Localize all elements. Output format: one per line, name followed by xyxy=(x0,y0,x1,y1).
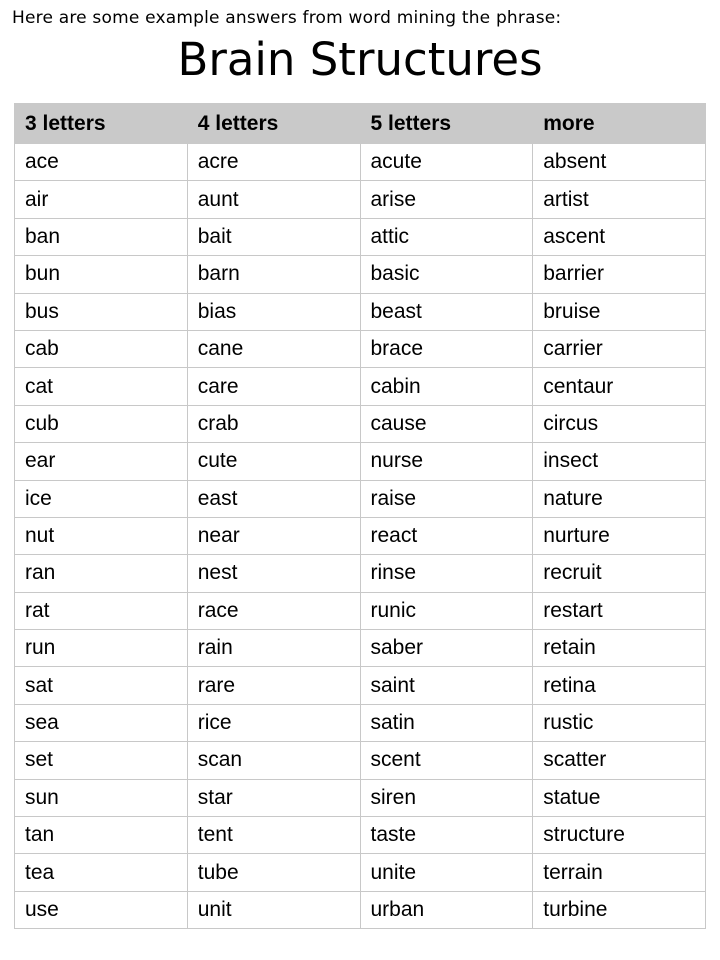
word-cell: terrain xyxy=(533,854,706,891)
table-row xyxy=(15,891,706,928)
word-cell: retina xyxy=(533,667,706,704)
word-cell: ace xyxy=(15,144,188,181)
column-header: 3 letters xyxy=(15,104,188,144)
word-cell: rustic xyxy=(533,704,706,741)
table-row xyxy=(15,704,706,741)
table-row xyxy=(15,181,706,218)
word-cell: react xyxy=(360,517,533,554)
word-cell: cane xyxy=(187,330,360,367)
word-cell: east xyxy=(187,480,360,517)
table-row xyxy=(15,517,706,554)
word-cell: centaur xyxy=(533,368,706,405)
word-cell: cab xyxy=(15,330,188,367)
word-cell: rat xyxy=(15,592,188,629)
word-cell: air xyxy=(15,181,188,218)
word-cell: insect xyxy=(533,443,706,480)
word-cell: carrier xyxy=(533,330,706,367)
table-row xyxy=(15,854,706,891)
word-cell: aunt xyxy=(187,181,360,218)
word-cell: beast xyxy=(360,293,533,330)
word-cell: tan xyxy=(15,817,188,854)
word-cell: bruise xyxy=(533,293,706,330)
word-cell: tube xyxy=(187,854,360,891)
word-cell: sea xyxy=(15,704,188,741)
word-cell: ran xyxy=(15,555,188,592)
word-cell: saber xyxy=(360,630,533,667)
word-cell: unit xyxy=(187,891,360,928)
word-cell: acute xyxy=(360,144,533,181)
word-cell: race xyxy=(187,592,360,629)
table-row xyxy=(15,742,706,779)
word-cell: bun xyxy=(15,256,188,293)
word-cell: siren xyxy=(360,779,533,816)
word-cell: cabin xyxy=(360,368,533,405)
word-cell: ban xyxy=(15,218,188,255)
word-cell: crab xyxy=(187,405,360,442)
word-cell: care xyxy=(187,368,360,405)
word-cell: nature xyxy=(533,480,706,517)
table-row xyxy=(15,592,706,629)
table-row xyxy=(15,256,706,293)
table-body xyxy=(15,144,706,929)
word-cell: ear xyxy=(15,443,188,480)
column-header: 5 letters xyxy=(360,104,533,144)
word-cell: rinse xyxy=(360,555,533,592)
word-cell: bias xyxy=(187,293,360,330)
word-cell: rice xyxy=(187,704,360,741)
column-header: more xyxy=(533,104,706,144)
word-cell: tent xyxy=(187,817,360,854)
column-header: 4 letters xyxy=(187,104,360,144)
word-cell: rare xyxy=(187,667,360,704)
table-row xyxy=(15,630,706,667)
word-cell: use xyxy=(15,891,188,928)
word-cell: absent xyxy=(533,144,706,181)
header-row xyxy=(15,104,706,144)
word-cell: cause xyxy=(360,405,533,442)
word-cell: basic xyxy=(360,256,533,293)
page-title: Brain Structures xyxy=(177,33,543,86)
word-cell: bus xyxy=(15,293,188,330)
word-cell: taste xyxy=(360,817,533,854)
table-row xyxy=(15,330,706,367)
word-cell: nut xyxy=(15,517,188,554)
word-cell: near xyxy=(187,517,360,554)
word-cell: scatter xyxy=(533,742,706,779)
word-cell: scan xyxy=(187,742,360,779)
word-cell: nurture xyxy=(533,517,706,554)
word-cell: ice xyxy=(15,480,188,517)
word-cell: runic xyxy=(360,592,533,629)
word-cell: satin xyxy=(360,704,533,741)
word-cell: recruit xyxy=(533,555,706,592)
word-cell: circus xyxy=(533,405,706,442)
table-row xyxy=(15,443,706,480)
word-cell: sat xyxy=(15,667,188,704)
word-cell: attic xyxy=(360,218,533,255)
word-cell: unite xyxy=(360,854,533,891)
word-cell: nurse xyxy=(360,443,533,480)
table-row xyxy=(15,218,706,255)
word-cell: ascent xyxy=(533,218,706,255)
word-cell: rain xyxy=(187,630,360,667)
table-row xyxy=(15,405,706,442)
word-cell: barrier xyxy=(533,256,706,293)
word-cell: structure xyxy=(533,817,706,854)
table-row xyxy=(15,817,706,854)
word-cell: statue xyxy=(533,779,706,816)
word-cell: restart xyxy=(533,592,706,629)
table-row xyxy=(15,480,706,517)
table-row xyxy=(15,667,706,704)
table-row xyxy=(15,293,706,330)
word-cell: sun xyxy=(15,779,188,816)
word-cell: cat xyxy=(15,368,188,405)
word-cell: raise xyxy=(360,480,533,517)
table-row xyxy=(15,779,706,816)
word-cell: turbine xyxy=(533,891,706,928)
table-row xyxy=(15,144,706,181)
table-row xyxy=(15,368,706,405)
word-cell: run xyxy=(15,630,188,667)
word-cell: artist xyxy=(533,181,706,218)
word-table xyxy=(14,103,706,929)
word-cell: star xyxy=(187,779,360,816)
word-cell: retain xyxy=(533,630,706,667)
word-cell: saint xyxy=(360,667,533,704)
table-row xyxy=(15,555,706,592)
word-cell: bait xyxy=(187,218,360,255)
word-cell: urban xyxy=(360,891,533,928)
word-cell: nest xyxy=(187,555,360,592)
word-cell: acre xyxy=(187,144,360,181)
intro-text: Here are some example answers from word mining the phrase: xyxy=(12,8,562,28)
word-cell: cub xyxy=(15,405,188,442)
word-cell: set xyxy=(15,742,188,779)
word-cell: brace xyxy=(360,330,533,367)
word-cell: scent xyxy=(360,742,533,779)
word-cell: tea xyxy=(15,854,188,891)
word-cell: cute xyxy=(187,443,360,480)
word-cell: barn xyxy=(187,256,360,293)
word-cell: arise xyxy=(360,181,533,218)
